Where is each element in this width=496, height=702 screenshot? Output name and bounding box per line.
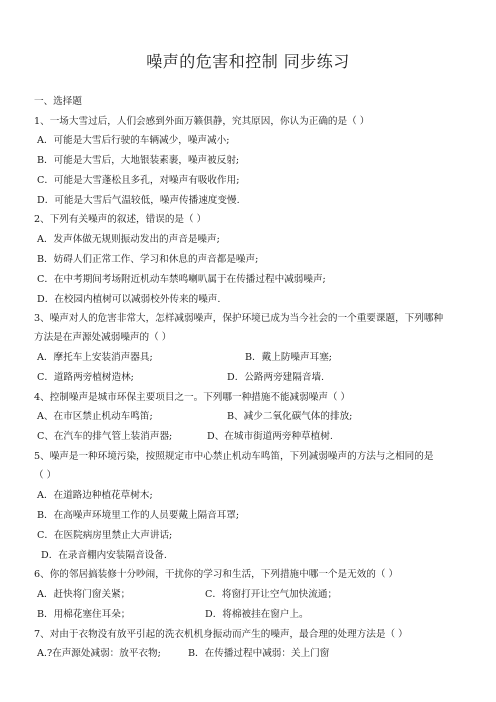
question-3-stem-line-1: 3、噪声对人的危害非常大，怎样减弱噪声，保护环境已成为当今社会的一个重要课题，下列哪种 xyxy=(34,313,444,324)
question-3-option-c: C．道路两旁植树造林; xyxy=(37,372,134,383)
question-1-option-a: A．可能是大雪后行驶的车辆减少，噪声减小; xyxy=(37,135,230,146)
question-5-stem-line-2: （ ） xyxy=(34,470,57,481)
question-5-stem-line-1: 5、噪声是一种环境污染，按照规定市中心禁止机动车鸣笛，下列减弱噪声的方法与之相同的是 xyxy=(34,451,434,462)
question-3-option-b: B．戴上防噪声耳塞; xyxy=(245,352,333,363)
question-5-option-a: A．在道路边种植花草树木; xyxy=(37,490,153,501)
question-6-option-c: C．将窗打开让空气加快流通； xyxy=(205,589,338,600)
question-2-option-c: C．在中考期间考场附近机动车禁鸣喇叭属于在传播过程中减弱噪声; xyxy=(37,274,326,285)
question-7-option-b: B．在传播过程中减弱：关上门窗 xyxy=(188,648,330,659)
question-2-option-d: D．在校园内植树可以减弱校外传来的噪声. xyxy=(37,294,221,305)
question-2-option-b: B．妨碍人们正常工作、学习和休息的声音都是噪声; xyxy=(37,254,259,265)
question-6-option-d: D．将棉被挂在窗户上。 xyxy=(205,609,309,620)
question-3-option-d: D．公路两旁建隔音墙. xyxy=(227,372,325,383)
question-3-stem-line-2: 方法是在声源处减弱噪声的（ ） xyxy=(34,332,172,343)
page-title: 噪声的危害和控制 同步练习 xyxy=(146,52,350,71)
question-7-option-a: A.?在声源处减弱：放平衣物; xyxy=(37,648,161,659)
question-4-option-a: A、在市区禁止机动车鸣笛; xyxy=(37,411,153,422)
question-6-option-a: A．赶快将门窗关紧； xyxy=(37,589,131,600)
question-5-option-b: B．在高噪声环境里工作的人员要戴上隔音耳罩; xyxy=(37,510,240,521)
question-4-stem: 4、控制噪声是城市环保主要项目之一。下列哪一种措施不能减弱噪声（ ） xyxy=(34,392,351,403)
question-1-option-b: B．可能是大雪后，大地银装素裹，噪声被反射; xyxy=(37,155,240,166)
question-4-option-d: D、在城市街道两旁种草植树. xyxy=(207,431,333,442)
question-2-option-a: A．发声体做无规则振动发出的声音是噪声; xyxy=(37,234,220,245)
question-1-option-c: C．可能是大雪蓬松且多孔，对噪声有吸收作用; xyxy=(37,175,240,186)
question-1-stem: 1、一场大雪过后，人们会感到外面万籁俱静，究其原因，你认为正确的是（ ） xyxy=(34,116,370,127)
question-4-option-b: B、减少二氧化碳气体的排放; xyxy=(227,411,353,422)
question-5-option-d: D．在录音棚内安装隔音设备. xyxy=(41,550,167,561)
question-5-option-c: C．在医院病房里禁止大声讲话; xyxy=(37,530,173,541)
question-6-option-b: B．用棉花塞住耳朵； xyxy=(37,609,131,620)
question-4-option-c: C、在汽车的排气管上装消声器; xyxy=(37,431,173,442)
question-2-stem: 2、下列有关噪声的叙述，错误的是（ ） xyxy=(34,214,207,225)
question-6-stem: 6、你的邻居搞装修十分吵闹，干扰你的学习和生活，下列措施中哪一个是无效的（ ） xyxy=(34,569,399,580)
question-3-option-a: A．摩托车上安装消声器具; xyxy=(37,352,153,363)
section-heading: 一、选择题 xyxy=(34,96,82,107)
question-7-stem: 7、对由于衣物没有放平引起的洗衣机机身振动而产生的噪声，最合理的处理方法是（ ） xyxy=(34,629,408,640)
question-1-option-d: D．可能是大雪后气温较低，噪声传播速度变慢. xyxy=(37,195,240,206)
